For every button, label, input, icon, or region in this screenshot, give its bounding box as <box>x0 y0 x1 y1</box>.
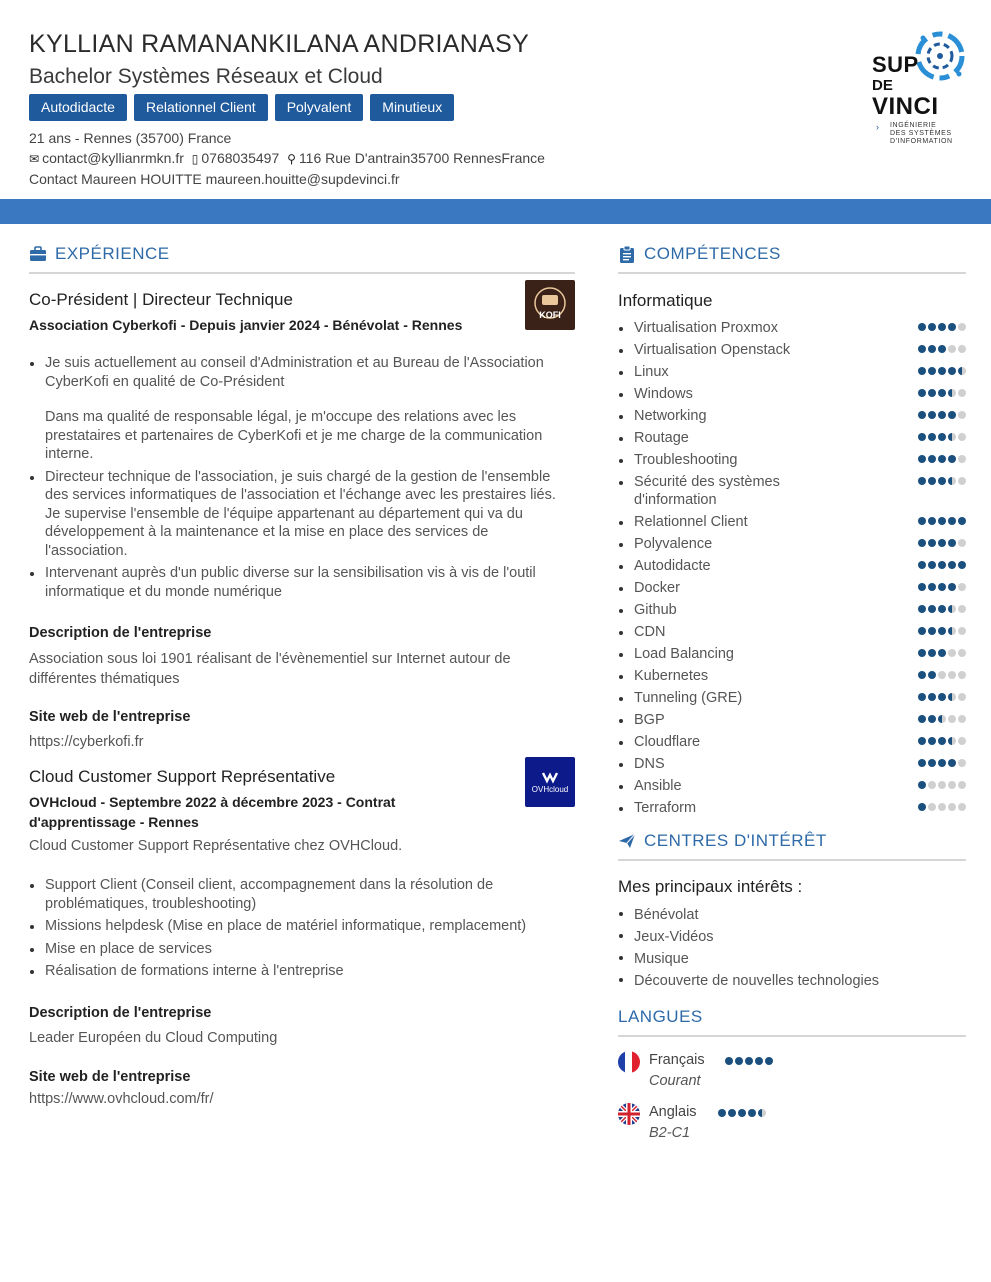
skill-label: Routage <box>634 430 689 446</box>
skill-item <box>618 689 966 707</box>
rating-dot <box>918 411 926 419</box>
rating-dot <box>938 561 946 569</box>
skill-label: Autodidacte <box>634 558 711 574</box>
rating-dot <box>948 477 956 485</box>
rating-dot <box>918 759 926 767</box>
rating-dot <box>938 517 946 525</box>
rating-dot <box>928 583 936 591</box>
interests-heading-text: Mes principaux intérêts : <box>618 877 803 896</box>
skill-rating <box>918 649 966 657</box>
rating-dot <box>735 1057 743 1065</box>
briefcase-icon <box>29 245 47 263</box>
logo-kofi-text: KOFI <box>539 310 561 320</box>
skill-rating <box>918 455 966 463</box>
skill-label: DNS <box>634 756 665 772</box>
rating-dot <box>948 605 956 613</box>
list-item: Je suis actuellement au conseil d'Administration et au Bureau de l'Association CyberKofi en qualité de Co-Président <box>29 354 549 391</box>
tag: Autodidacte <box>29 94 127 121</box>
experience-heading <box>29 244 575 274</box>
envelope-icon: ✉ <box>29 152 40 166</box>
company-website-link[interactable]: https://cyberkofi.fr <box>29 734 144 750</box>
phone-number: 0768035497 <box>201 150 280 166</box>
location-pin-icon: ⚲ <box>287 152 296 166</box>
rating-dot <box>718 1109 726 1117</box>
skill-item <box>618 407 966 425</box>
rating-dot <box>938 605 946 613</box>
skill-item <box>618 733 966 751</box>
skill-label: Cloudflare <box>634 734 701 750</box>
list-item: Découverte de nouvelles technologies <box>618 970 966 992</box>
rating-dot <box>958 693 966 701</box>
rating-dot <box>918 455 926 463</box>
rating-dot <box>918 649 926 657</box>
skill-label: Troubleshooting <box>634 452 738 468</box>
list-item: Jeux-Vidéos <box>618 926 966 948</box>
list-item: Bénévolat <box>618 904 966 926</box>
rating-dot <box>918 803 926 811</box>
skill-rating <box>918 715 966 723</box>
rating-dot <box>948 411 956 419</box>
skill-item <box>618 645 966 663</box>
rating-dot <box>958 345 966 353</box>
logo-sub-line: INGÉNIERIE <box>890 122 937 129</box>
rating-dot <box>958 561 966 569</box>
rating-dot <box>958 411 966 419</box>
rating-dot <box>938 345 946 353</box>
rating-dot <box>958 803 966 811</box>
list-item: Support Client (Conseil client, accompagnement dans la résolution de problématiques, troubleshooting) <box>29 876 565 913</box>
company-website-link[interactable]: https://www.ovhcloud.com/fr/ <box>29 1091 214 1107</box>
rating-dot <box>938 433 946 441</box>
rating-dot <box>948 737 956 745</box>
skill-rating <box>918 759 966 767</box>
rating-dot <box>918 389 926 397</box>
skill-label: Github <box>634 602 677 618</box>
skill-item <box>618 777 966 795</box>
rating-dot <box>958 433 966 441</box>
skill-label: Linux <box>634 364 669 380</box>
rating-dot <box>958 389 966 397</box>
skill-rating <box>918 671 966 679</box>
rating-dot <box>938 671 946 679</box>
rating-dot <box>948 627 956 635</box>
skill-label: Sécurité des systèmes d'information <box>634 474 780 508</box>
rating-dot <box>748 1109 756 1117</box>
rating-dot <box>938 803 946 811</box>
job-entry <box>29 767 575 1109</box>
rating-dot <box>765 1057 773 1065</box>
rating-dot <box>928 627 936 635</box>
sidebar-column <box>618 244 966 1153</box>
interests-heading <box>618 831 966 861</box>
rating-dot <box>958 759 966 767</box>
school-logo <box>868 26 968 150</box>
skill-item <box>618 579 966 597</box>
logo-sub-line: D'INFORMATION <box>890 138 953 145</box>
skill-label: BGP <box>634 712 665 728</box>
tag: Relationnel Client <box>134 94 268 121</box>
skill-item <box>618 341 966 359</box>
cyberkofi-logo <box>525 280 575 330</box>
skill-label: CDN <box>634 624 666 640</box>
experience-title: EXPÉRIENCE <box>55 244 170 263</box>
rating-dot <box>928 323 936 331</box>
rating-dot <box>918 583 926 591</box>
logo-ovh-text: OVHcloud <box>531 784 569 794</box>
paper-plane-icon <box>618 832 636 850</box>
skill-rating <box>918 803 966 811</box>
skill-rating <box>918 411 966 419</box>
skill-item <box>618 363 966 381</box>
tag: Minutieux <box>370 94 454 121</box>
bullet-text: Directeur technique de l'association, je suis chargé de la gestion de l'ensemble des services informatiques de l'association et l'échange avec les prestaires liés. <box>45 468 556 503</box>
rating-dot <box>948 781 956 789</box>
rating-dot <box>928 605 936 613</box>
rating-dot <box>928 561 936 569</box>
job-paragraph: Dans ma qualité de responsable légal, je m'occupe des relations avec les prestataires et partenaires de CyberKofi et je me charge de la communication interne. <box>45 409 543 462</box>
skill-label: Virtualisation Openstack <box>634 342 791 358</box>
rating-dot <box>938 649 946 657</box>
job-title: Co-Président | Directeur Technique <box>29 290 293 309</box>
rating-dot <box>918 627 926 635</box>
ovhcloud-logo <box>525 757 575 807</box>
skill-rating <box>918 561 966 569</box>
skill-label: Networking <box>634 408 707 424</box>
rating-dot <box>928 759 936 767</box>
experience-column <box>29 244 575 1109</box>
company-description: Association sous loi 1901 réalisant de l'évènementiel sur Internet autour de différentes thématiques <box>29 651 511 687</box>
clipboard-icon <box>618 245 636 263</box>
skill-rating <box>918 389 966 397</box>
job-intro: Cloud Customer Support Représentative chez OVHCloud. <box>29 837 403 854</box>
rating-dot <box>918 605 926 613</box>
rating-dot <box>918 517 926 525</box>
rating-dot <box>938 693 946 701</box>
rating-dot <box>938 583 946 591</box>
skill-rating <box>918 517 966 525</box>
rating-dot <box>758 1109 766 1117</box>
skill-label: Tunneling (GRE) <box>634 690 743 706</box>
skill-item <box>618 535 966 553</box>
rating-dot <box>928 477 936 485</box>
skill-rating <box>918 737 966 745</box>
rating-dot <box>958 671 966 679</box>
tag-list <box>29 94 829 121</box>
rating-dot <box>948 759 956 767</box>
rating-dot <box>938 759 946 767</box>
uk-flag-icon <box>618 1103 640 1125</box>
company-website-label: Site web de l'entreprise <box>29 1069 191 1085</box>
rating-dot <box>958 781 966 789</box>
rating-dot <box>948 649 956 657</box>
rating-dot <box>938 411 946 419</box>
languages-heading <box>618 1007 966 1037</box>
rating-dot <box>725 1057 733 1065</box>
rating-dot <box>918 671 926 679</box>
job-bullets <box>29 354 549 391</box>
rating-dot <box>928 433 936 441</box>
skill-item <box>618 623 966 641</box>
rating-dot <box>938 367 946 375</box>
skills-category: Informatique <box>618 291 713 310</box>
rating-dot <box>928 389 936 397</box>
skill-item <box>618 557 966 575</box>
rating-dot <box>928 781 936 789</box>
rating-dot <box>918 477 926 485</box>
skills-title: COMPÉTENCES <box>644 244 781 263</box>
rating-dot <box>938 455 946 463</box>
rating-dot <box>918 367 926 375</box>
rating-dot <box>948 433 956 441</box>
rating-dot <box>918 561 926 569</box>
skill-rating <box>918 433 966 441</box>
rating-dot <box>918 737 926 745</box>
job-entry <box>29 290 575 752</box>
chevron-right-icon: › <box>876 122 879 132</box>
company-description-label: Description de l'entreprise <box>29 1004 212 1021</box>
rating-dot <box>958 627 966 635</box>
rating-dot <box>948 693 956 701</box>
rating-dot <box>928 693 936 701</box>
rating-dot <box>938 539 946 547</box>
skill-item <box>618 799 966 817</box>
job-bullets <box>29 468 565 602</box>
rating-dot <box>928 517 936 525</box>
rating-dot <box>948 455 956 463</box>
language-level: Courant <box>649 1073 701 1089</box>
company-description-label: Description de l'entreprise <box>29 625 212 641</box>
language-entry <box>618 1101 966 1153</box>
rating-dot <box>938 477 946 485</box>
job-title: Cloud Customer Support Représentative <box>29 766 336 786</box>
rating-dot <box>918 781 926 789</box>
rating-dot <box>928 803 936 811</box>
rating-dot <box>948 715 956 723</box>
interests-title: CENTRES D'INTÉRÊT <box>644 831 827 850</box>
skill-item <box>618 667 966 685</box>
skill-item <box>618 319 966 337</box>
skill-label: Polyvalence <box>634 536 713 552</box>
skill-label: Relationnel Client <box>634 514 748 530</box>
bullet-text: Je supervise l'ensemble de l'équipe appartenant au département qui va du développement à la maintenance et la mise en place des services de l'association. <box>45 505 523 559</box>
candidate-name: KYLLIAN RAMANANKILANA ANDRIANASY <box>29 30 530 58</box>
rating-dot <box>928 715 936 723</box>
skill-rating <box>918 345 966 353</box>
skill-label: Windows <box>634 386 693 402</box>
language-name: Français <box>649 1052 705 1068</box>
address: 116 Rue D'antrain35700 RennesFrance <box>298 150 545 166</box>
rating-dot <box>958 737 966 745</box>
skills-heading <box>618 244 966 274</box>
skill-rating <box>918 781 966 789</box>
skill-item <box>618 429 966 447</box>
rating-dot <box>948 367 956 375</box>
logo-sub-line: DES SYSTÈMES <box>890 130 952 137</box>
rating-dot <box>948 539 956 547</box>
skill-item <box>618 601 966 619</box>
candidate-subtitle: Bachelor Systèmes Réseaux et Cloud <box>29 65 383 88</box>
skill-rating <box>918 693 966 701</box>
rating-dot <box>948 345 956 353</box>
rating-dot <box>938 389 946 397</box>
list-item: Missions helpdesk (Mise en place de matériel informatique, remplacement) <box>29 917 565 936</box>
rating-dot <box>928 671 936 679</box>
rating-dot <box>928 411 936 419</box>
skill-label: Docker <box>634 580 680 596</box>
rating-dot <box>948 389 956 397</box>
list-item: Réalisation de formations interne à l'entreprise <box>29 962 565 981</box>
interests-list <box>618 904 966 992</box>
rating-dot <box>918 693 926 701</box>
rating-dot <box>948 803 956 811</box>
logo-subtitle <box>890 122 953 146</box>
rating-dot <box>928 737 936 745</box>
rating-dot <box>938 781 946 789</box>
rating-dot <box>958 367 966 375</box>
skill-rating <box>918 583 966 591</box>
skill-rating <box>918 605 966 613</box>
language-rating <box>725 1057 773 1065</box>
list-item: Musique <box>618 948 966 970</box>
contact-line <box>29 150 829 167</box>
rating-dot <box>938 627 946 635</box>
rating-dot <box>728 1109 736 1117</box>
logo-de: DE <box>872 77 893 94</box>
job-bullets <box>29 876 565 981</box>
rating-dot <box>948 517 956 525</box>
skill-rating <box>918 367 966 375</box>
rating-dot <box>948 323 956 331</box>
rating-dot <box>958 715 966 723</box>
company-website-label: Site web de l'entreprise <box>29 709 191 725</box>
phone-icon: ▯ <box>191 152 199 166</box>
rating-dot <box>938 715 946 723</box>
skill-label: Virtualisation Proxmox <box>634 320 778 336</box>
header <box>29 30 829 187</box>
rating-dot <box>918 345 926 353</box>
skill-label: Terraform <box>634 800 697 816</box>
tag: Polyvalent <box>275 94 364 121</box>
list-item: Mise en place de services <box>29 940 565 959</box>
company-description: Leader Européen du Cloud Computing <box>29 1029 278 1046</box>
logo-sup: SUP <box>872 52 919 77</box>
rating-dot <box>928 367 936 375</box>
rating-dot <box>958 517 966 525</box>
job-meta: Association Cyberkofi - Depuis janvier 2024 - Bénévolat - Rennes <box>29 317 463 333</box>
france-flag-icon <box>618 1051 640 1073</box>
skill-label: Kubernetes <box>634 668 709 684</box>
language-name: Anglais <box>649 1104 697 1120</box>
language-entry <box>618 1049 966 1101</box>
rating-dot <box>958 605 966 613</box>
language-rating <box>718 1109 766 1117</box>
rating-dot <box>928 539 936 547</box>
rating-dot <box>738 1109 746 1117</box>
rating-dot <box>918 433 926 441</box>
list-item: Intervenant auprès d'un public diverse sur la sensibilisation vis à vis de l'outil informatique et du monde numérique <box>29 564 565 601</box>
rating-dot <box>928 345 936 353</box>
job-meta: OVHcloud - Septembre 2022 à décembre 2023 - Contrat d'apprentissage - Rennes <box>29 793 396 830</box>
circle-dots-icon <box>913 26 967 86</box>
rating-dot <box>958 477 966 485</box>
logo-vinci: VINCI <box>872 93 939 120</box>
skill-item <box>618 473 966 509</box>
skill-item <box>618 711 966 729</box>
skill-rating <box>918 477 966 485</box>
skill-item <box>618 385 966 403</box>
rating-dot <box>958 649 966 657</box>
rating-dot <box>958 539 966 547</box>
skill-label: Load Balancing <box>634 646 734 662</box>
rating-dot <box>938 323 946 331</box>
rating-dot <box>948 561 956 569</box>
rating-dot <box>958 583 966 591</box>
skill-item <box>618 513 966 531</box>
rating-dot <box>938 737 946 745</box>
rating-dot <box>918 539 926 547</box>
skill-label: Ansible <box>634 778 682 794</box>
age-location: 21 ans - Rennes (35700) France <box>29 130 232 146</box>
languages-title: LANGUES <box>618 1007 703 1026</box>
skill-rating <box>918 539 966 547</box>
rating-dot <box>918 323 926 331</box>
skills-list <box>618 319 966 817</box>
rating-dot <box>928 649 936 657</box>
list-item <box>29 468 565 561</box>
rating-dot <box>918 715 926 723</box>
rating-dot <box>948 671 956 679</box>
rating-dot <box>958 455 966 463</box>
skill-item <box>618 755 966 773</box>
rating-dot <box>745 1057 753 1065</box>
school-contact: Contact Maureen HOUITTE maureen.houitte@supdevinci.fr <box>29 171 400 187</box>
email-link[interactable]: contact@kyllianrmkn.fr <box>42 150 184 166</box>
rating-dot <box>948 583 956 591</box>
header-band <box>0 199 991 224</box>
skill-rating <box>918 627 966 635</box>
language-level: B2-C1 <box>649 1125 691 1141</box>
skill-rating <box>918 323 966 331</box>
rating-dot <box>958 323 966 331</box>
skill-item <box>618 451 966 469</box>
rating-dot <box>755 1057 763 1065</box>
rating-dot <box>928 455 936 463</box>
